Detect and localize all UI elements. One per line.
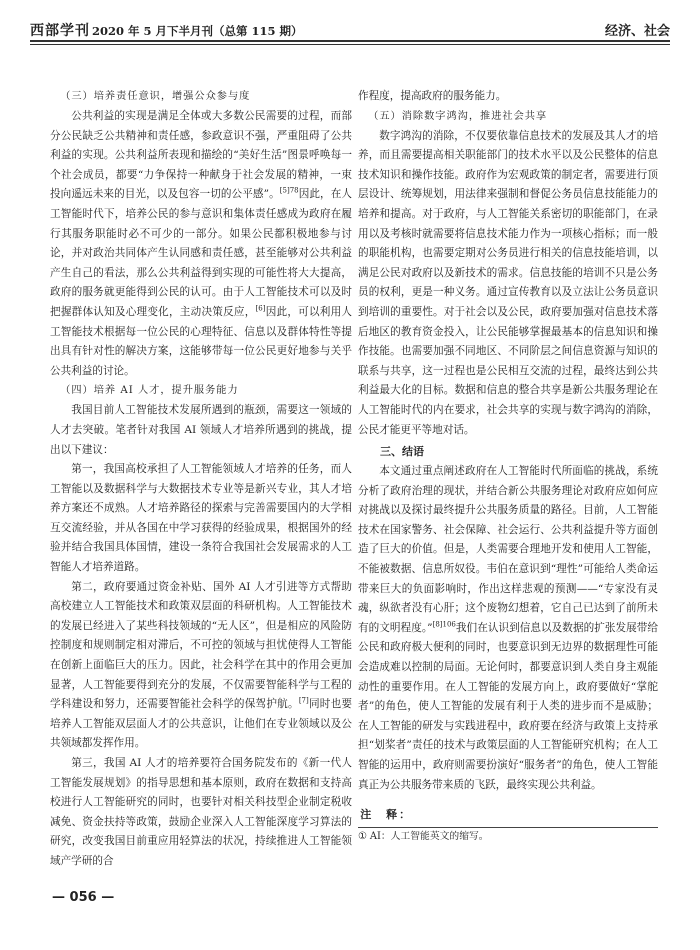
citation: [7] <box>298 696 309 705</box>
notes-title: 注 释： <box>360 808 413 822</box>
paragraph: 我国目前人工智能技术发展所遇到的瓶颈，需要这一领域的人才去突破。笔者针对我国 AI 领域人才培养所遇到的挑战，提出以下建议： <box>50 404 352 456</box>
paragraph: 数字鸿沟的消除，不仅要依靠信息技术的发展及其人才的培养，而且需要提高相关职能部门的技术水平以及公民整体的信息技术知识和操作技能。政府作为宏观政策的制定者，需要进行顶层设计、统筹规划，用法律来强制和督促公务员信息技能能力的培养和提高。对于政府，与人工智能关系密切的职能部门，在录用以及考核时就需要将信息技术能力作为一项核心指标；而一般的职能机构，也需要定期对公务员进行相关的信息技能培训，以满足公民对政府以及新技术的需求。信息技能的培训不只是公务员的权利，更是一种义务。通过宣传教育以及立法让公务员意识到培训的重要性。对于社会以及公民，政府要加强对信息技术落后地区的教育资金投入，让公民能够掌握最基本的信息知识和操作技能。也需要加强不同地区、不同阶层之间信息资源与知识的联系与共享，这一过程也是公民相互交流的过程，最终达到公共利益最大化的目标。数据和信息的整合共享是新公共服务理论在人工智能时代的内在要求，社会共享的实现与数字鸿沟的消除，公民才能更平等地对话。 <box>358 129 658 436</box>
section-label: 经济、社会 <box>604 24 670 39</box>
subheading-4: （四）培养 AI 人才，提升服务能力 <box>60 385 239 397</box>
subheading-5: （五）消除数字鸿沟，推进社会共享 <box>368 110 548 122</box>
paragraph: 作程度，提高政府的服务能力。 <box>358 90 507 102</box>
paragraph: 第三，我国 AI 人才的培养要符合国务院发布的《新一代人工智能发展规划》的指导思想和基本原则，政府在数据和支持高校进行人工智能研究的同时，也要针对相关科技型企业制定税收减免、资金扶持等政策，鼓励企业深入人工智能深度学习算法的研究，改变我国目前重应用轻算法的状况，持续推进人工智能领域产学研的合 <box>50 757 352 867</box>
header-rule-thin <box>30 44 670 45</box>
left-column <box>50 87 352 872</box>
issue-info: 2020 年 5 月下半月刊（总第 115 期） <box>92 24 303 38</box>
citation: [5]78 <box>279 186 299 195</box>
right-column <box>358 87 658 846</box>
citation: [8]106 <box>432 620 456 629</box>
journal-masthead <box>30 20 303 40</box>
citation: [6] <box>255 304 266 313</box>
footnote: ① AI：人工智能英文的缩写。 <box>358 831 489 843</box>
journal-title: 西部学刊 <box>30 23 90 39</box>
page-header <box>30 20 670 50</box>
paragraph: 第二，政府要通过资金补贴、国外 AI 人才引进等方式帮助高校建立人工智能技术和政策双层面的科研机构。人工智能技术的发展已经进入了某些科技领域的“无人区”，但是相应的风险防控制度和规则制定相对滞后，不可控的领域与担忧使得人工智能在创新上面临巨大的压力。因此，社会科学在其中的作用会更加显著，人工智能要得到充分的发展，不仅需要智能科学与工程的学科建设和努力，还需要智能社会科学的保驾护航。[7]同时也要培养人工智能双层面人才的公共意识，让他们在专业领域以及公共领域都发挥作用。 <box>50 580 353 750</box>
subheading-3: （三）培养责任意识，增强公众参与度 <box>60 91 251 102</box>
paragraph: 公共利益的实现是满足全体或大多数公民需要的过程，而部分公民缺乏公共精神和责任感，参政意识不强，严重阻碍了公共利益的实现。公共利益所表现和描绘的“美好生活”图景呼唤每一个社会成员，都要“力争保持一种献身于社会发展的精神，一束投向遥远未来的目光，以及包容一切的公平感”。$^{[5]78}$因此，在人工智能时代下，培养公民的参与意识和集体责任感成为政府在履行其服务职能时必不可少的一部分。如果公民都积极地参与讨论，并对政治共同体产生认同感和责任感，甚至能够对公共利益产生自己的看法，那么公共利益得到实现的可能性将大大提高，政府的服务就更能得到公民的认可。由于人工智能技术可以及时把握群体认知及心理变化，主动决策反应，[6]因此，可以利用人工智能技术根据每一位公民的心理特征、信息以及群体特性等提出具有针对性的解决方案，这能够带每一位公民更好地参与关乎公共利益的讨论。 <box>50 110 353 377</box>
section-heading: 三、结语 <box>380 445 424 459</box>
paragraph: 第一，我国高校承担了人工智能领域人才培养的任务，而人工智能以及数据科学与大数据技术专业等是新兴专业，其人才培养方案还不成熟。人才培养路径的探索与完善需要国内的大学相互交流经验，并从各国在中学习获得的经验成果，根据国外的经验并结合我国具体国情，建设一条符合我国社会发展需求的人工智能人才培养道路。 <box>50 463 352 574</box>
paragraph: 本文通过重点阐述政府在人工智能时代所面临的挑战，系统分析了政府治理的现状，并结合新公共服务理论对政府应如何应对挑战以及探讨最终提升公共服务质量的路径。目前，人工智能技术在国家警务、社会保障、社会运行、公共利益提升等方面创造了巨大的价值。但是，人类需要合理地开发和使用人工智能，不能被数据、信息所奴役。韦伯在意识到“理性”可能给人类命运带来巨大的负面影响时，作出这样悲观的预测——“专家没有灵魂，纵欲者没有心肝；这个废物幻想着，它自己已达到了前所未有的文明程度。”$^{[8]106}$我们在认识到信息以及数据的扩张发展带给公民和政府极大便利的同时，也要意识到无边界的数据理性可能会造成难以控制的局面。无论何时，都要意识到人类自身主观能动性的重要作用。在人工智能的发展方向上，政府要做好“掌舵者”的角色，使人工智能的发展有利于人类的进步而不是威胁；在人工智能的研发与实践进程中，政府要在经济与政策上支持承担“划桨者”责任的技术与政策层面的人工智能研究机构；在人工智能的运用中，政府则需要扮演好“服务者”的角色，使人工智能真正为公共服务带来质的飞跃，最终实现公共利益。 <box>358 465 658 791</box>
page-number: — 056 — <box>52 890 115 905</box>
header-rule <box>30 40 670 42</box>
